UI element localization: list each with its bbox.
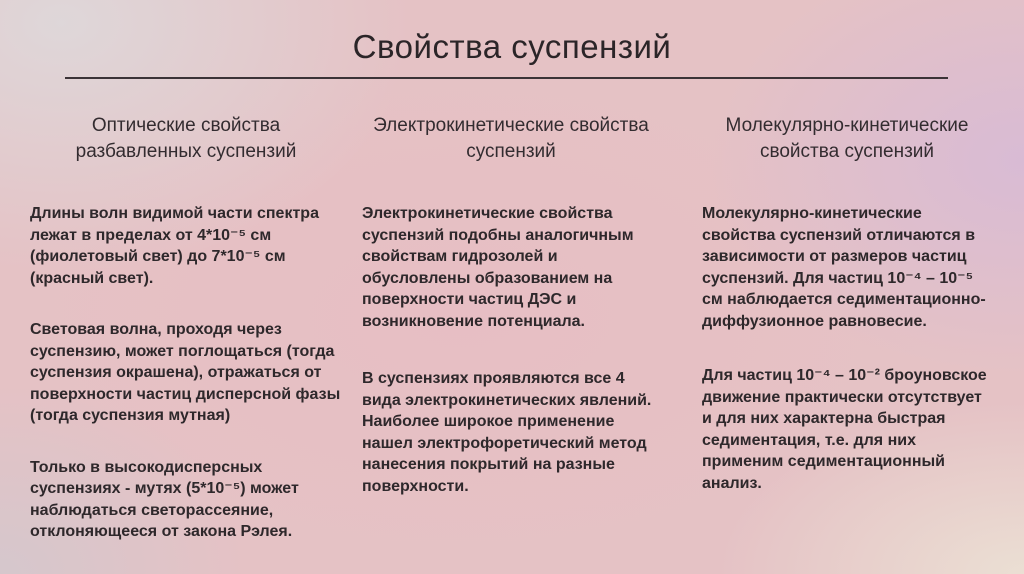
column-molecular-kinetic-properties xyxy=(702,113,992,527)
column-header-molecular-kinetic: Молекулярно-кинетические свойства суспензий xyxy=(725,115,969,162)
paragraph-molecular-2: Для частиц 10⁻⁴ – 10⁻² броуновское движение практически отсутствует и для них характерна быстрая седиментация, т.е. для них применим седиментационный анализ. xyxy=(702,367,987,492)
column-electrokinetic-properties xyxy=(362,113,660,533)
title-underline xyxy=(65,77,948,79)
column-optical-properties xyxy=(30,113,342,573)
paragraph-optical-1: Длины волн видимой части спектра лежат в пределах от 4*10⁻⁵ см (фиолетовый свет) до 7*10⁻⁵ см (красный свет). xyxy=(30,205,319,287)
paragraph-optical-3: Только в высокодисперсных суспензиях - мутях (5*10⁻⁵) может наблюдаться светорассеяние, отклоняющееся от закона Рэлея. xyxy=(30,458,299,540)
column-header-optical: Оптические свойства разбавленных суспензий xyxy=(75,115,297,162)
slide-title: Свойства суспензий xyxy=(352,28,672,65)
column-header-electrokinetic: Электрокинетические свойства суспензий xyxy=(373,115,649,162)
paragraph-molecular-1: Молекулярно-кинетические свойства суспензий отличаются в зависимости от размеров частиц суспензий. Для частиц 10⁻⁴ – 10⁻⁵ см наблюдается седиментационно-диффузионное равновесие. xyxy=(702,205,986,330)
paragraph-optical-2: Световая волна, проходя через суспензию, может поглощаться (тогда суспензия окрашена), отражаться от поверхности частиц дисперсной фазы (тогда суспензия мутная) xyxy=(30,321,341,424)
paragraph-electrokinetic-1: Электрокинетические свойства суспензий подобны аналогичным свойствам гидрозолей и обусловлены образованием на поверхности частиц ДЭС и возникновение потенциала. xyxy=(362,205,634,330)
paragraph-electrokinetic-2: В суспензиях проявляются все 4 вида электрокинетических явлений. Наиболее широкое применение нашел электрофоретический метод нанесения покрытий на разные поверхности. xyxy=(362,370,652,495)
